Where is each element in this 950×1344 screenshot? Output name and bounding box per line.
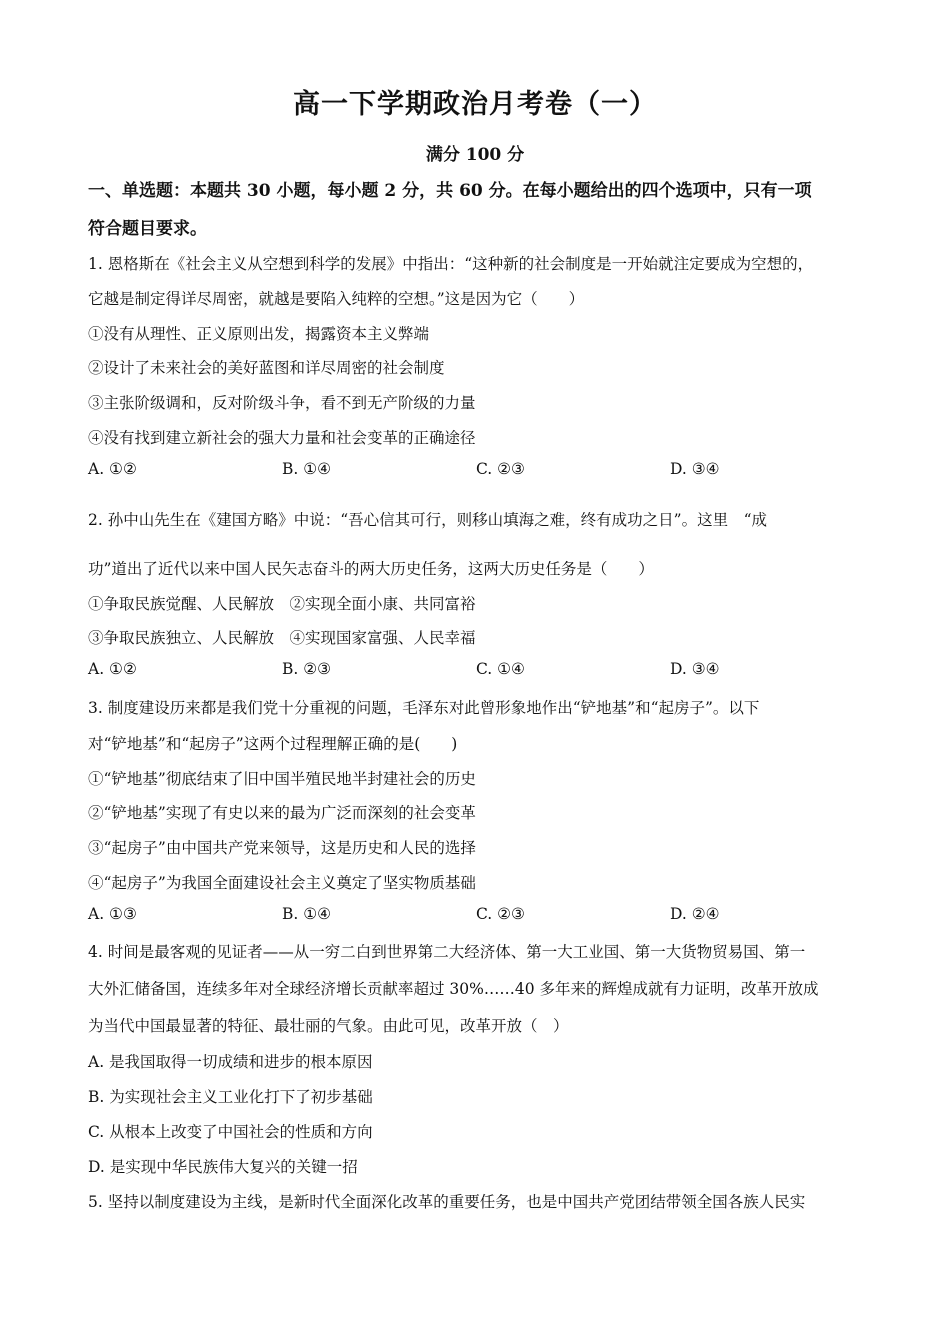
q2-stem-line2: 功”道出了近代以来中国人民矢志奋斗的两大历史任务，这两大历史任务是（ ） <box>88 560 654 578</box>
q5-stem-line1: 5. 坚持以制度建设为主线，是新时代全面深化改革的重要任务，也是中国共产党团结带领全国各族人民实 <box>88 1193 806 1211</box>
q2-option-a: A. ①② <box>88 660 137 678</box>
q4-option-b: B. 为实现社会主义工业化打下了初步基础 <box>88 1088 373 1106</box>
q3-item-1: ①“铲地基”彻底结束了旧中国半殖民地半封建社会的历史 <box>88 770 476 788</box>
q2-option-d: D. ③④ <box>670 660 720 678</box>
q4-option-a: A. 是我国取得一切成绩和进步的根本原因 <box>88 1053 373 1071</box>
q1-item-2: ②设计了未来社会的美好蓝图和详尽周密的社会制度 <box>88 359 445 377</box>
q1-option-b: B. ①④ <box>282 460 332 478</box>
q3-option-c: C. ②③ <box>476 905 525 923</box>
score-subtitle: 满分 100 分 <box>425 145 525 165</box>
q1-item-1: ①没有从理性、正义原则出发，揭露资本主义弊端 <box>88 325 430 343</box>
q3-option-b: B. ①④ <box>282 905 332 923</box>
q1-option-a: A. ①② <box>88 460 137 478</box>
q1-stem-line1: 1. 恩格斯在《社会主义从空想到科学的发展》中指出：“这种新的社会制度是一开始就注定要成为空想的， <box>88 255 814 273</box>
q2-item-2: ③争取民族独立、人民解放 ④实现国家富强、人民幸福 <box>88 629 476 647</box>
q1-item-3: ③主张阶级调和，反对阶级斗争，看不到无产阶级的力量 <box>88 394 476 412</box>
q3-item-4: ④“起房子”为我国全面建设社会主义奠定了坚实物质基础 <box>88 874 476 892</box>
q1-option-d: D. ③④ <box>670 460 720 478</box>
q3-options <box>88 905 868 927</box>
page-title: 高一下学期政治月考卷（一） <box>293 89 657 120</box>
section-heading-line2: 符合题目要求。 <box>88 219 207 239</box>
q2-stem-line1: 2. 孙中山先生在《建国方略》中说：“吾心信其可行，则移山填海之难，终有成功之日”。这里 “成 <box>88 511 767 529</box>
q2-option-b: B. ②③ <box>282 660 332 678</box>
q3-stem-line1: 3. 制度建设历来都是我们党十分重视的问题，毛泽东对此曾形象地作出“铲地基”和“起房子”。以下 <box>88 699 760 717</box>
q3-option-d: D. ②④ <box>670 905 720 923</box>
q2-option-c: C. ①④ <box>476 660 525 678</box>
q4-stem-line1: 4. 时间是最客观的见证者——从一穷二白到世界第二大经济体、第一大工业国、第一大货物贸易国、第一 <box>88 943 806 961</box>
q1-option-c: C. ②③ <box>476 460 525 478</box>
q4-stem-line3: 为当代中国最显著的特征、最壮丽的气象。由此可见，改革开放（ ） <box>88 1017 569 1035</box>
q3-item-3: ③“起房子”由中国共产党来领导，这是历史和人民的选择 <box>88 839 476 857</box>
q2-options <box>88 660 868 682</box>
q3-stem-line2: 对“铲地基”和“起房子”这两个过程理解正确的是( ) <box>88 735 458 753</box>
q4-option-c: C. 从根本上改变了中国社会的性质和方向 <box>88 1123 373 1141</box>
section-heading-line1: 一、单选题：本题共 30 小题，每小题 2 分，共 60 分。在每小题给出的四个选项中，只有一项 <box>88 181 812 201</box>
q1-stem-line2: 它越是制定得详尽周密，就越是要陷入纯粹的空想。”这是因为它（ ） <box>88 290 585 308</box>
q1-options <box>88 460 868 482</box>
q4-stem-line2: 大外汇储备国，连续多年对全球经济增长贡献率超过 30%……40 多年来的辉煌成就有力证明，改革开放成 <box>88 980 819 998</box>
q1-item-4: ④没有找到建立新社会的强大力量和社会变革的正确途径 <box>88 429 476 447</box>
q2-item-1: ①争取民族觉醒、人民解放 ②实现全面小康、共同富裕 <box>88 595 476 613</box>
q3-option-a: A. ①③ <box>88 905 137 923</box>
q3-item-2: ②“铲地基”实现了有史以来的最为广泛而深刻的社会变革 <box>88 804 476 822</box>
q4-option-d: D. 是实现中华民族伟大复兴的关键一招 <box>88 1158 358 1176</box>
